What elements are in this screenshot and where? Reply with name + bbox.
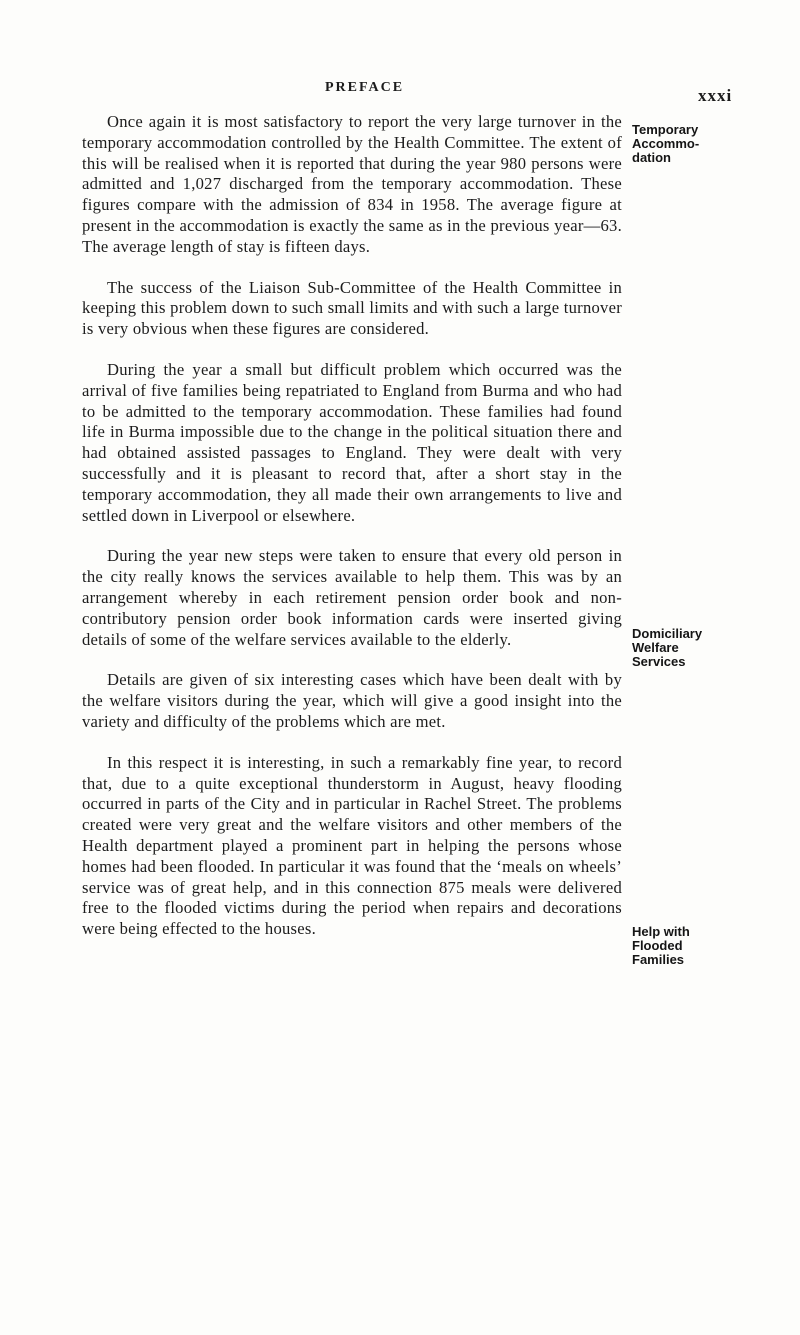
sidenote-flooded-families: Help with Flooded Families — [632, 924, 690, 967]
sidenote-temporary-accommodation: Temporary Accommo-dation — [632, 122, 700, 165]
paragraph-liaison-sub-committee: The success of the Liaison Sub-Committee of the Health Committee in keeping this problem down to such small limits and with such a large turnover is very obvious when these figures are considered. — [82, 277, 622, 339]
sidenote-domiciliary-welfare: Domiciliary Welfare Services — [632, 626, 703, 669]
running-head: PREFACE — [325, 80, 405, 95]
paragraph-temporary-accommodation: Once again it is most satisfactory to report the very large turnover in the temporary accommodation controlled by the Health Committee. The extent of this will be realised when it is reported that during the year 980 persons were admitted and 1,027 discharged from the temporary accommodation. These figures compare with the admission of 834 in 1958. The average figure at present in the accommodation is exactly the same as in the previous year—63. The average length of stay is fifteen days. — [82, 112, 622, 256]
page-number: xxxi — [698, 86, 733, 105]
paragraph-domiciliary-welfare: During the year new steps were taken to ensure that every old person in the city really knows the services available to help them. This was by an arrangement whereby in each retirement pension order book and non-contributory pension order book information cards were inserted giving details of some of the welfare services available to the elderly. — [82, 546, 622, 649]
paragraph-six-cases: Details are given of six interesting cases which have been dealt with by the welfare visitors during the year, which will give a good insight into the variety and difficulty of the problems which are met. — [82, 670, 622, 731]
body-text — [82, 112, 622, 960]
paragraph-burma-families: During the year a small but difficult problem which occurred was the arrival of five families being repatriated to England from Burma and who had to be admitted to the temporary accommodation. These families had found life in Burma impossible due to the change in the political situation there and had obtained assisted passages to England. They were dealt with very successfully and it is pleasant to record that, after a short stay in the temporary accommodation, they all made their own arrangements to live and settled down in Liverpool or elsewhere. — [82, 359, 622, 525]
paragraph-flooding: In this respect it is interesting, in such a remarkably fine year, to record that, due to a quite exceptional thunderstorm in August, heavy flooding occurred in parts of the City and in particular in Rachel Street. The problems created were very great and the welfare visitors and other members of the Health department played a prominent part in helping the persons whose homes had been flooded. In particular it was found that the ‘meals on wheels’ service was of great help, and in this connection 875 meals were delivered free to the flooded victims during the period when repairs and decorations were being effected to the houses. — [82, 752, 622, 939]
